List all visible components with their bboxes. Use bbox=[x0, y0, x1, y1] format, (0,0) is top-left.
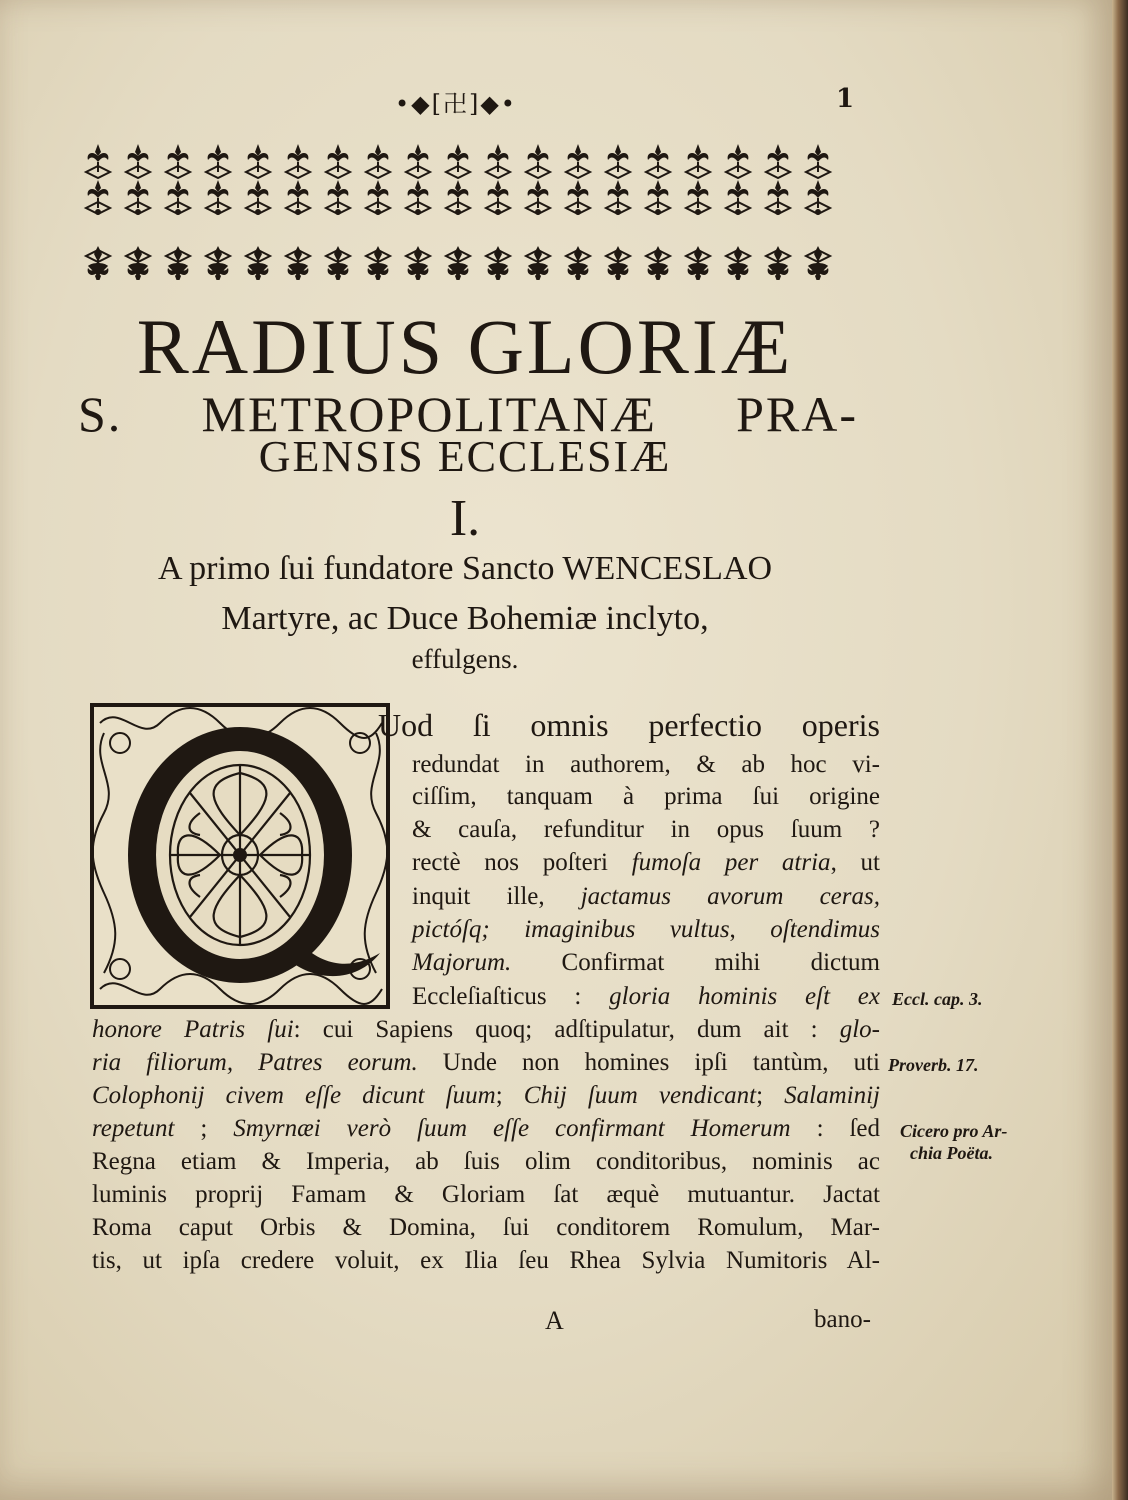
subtitle-line-2: Martyre, ac Duce Bohemiæ inclyto, bbox=[221, 600, 709, 637]
subtitle-line-3: effulgens. bbox=[411, 644, 519, 674]
body-line: & cauſa, refunditur in opus ſuum ? bbox=[412, 816, 880, 843]
body-line: ria filiorum, Patres eorum. Unde non homines ipſi tantùm, uti bbox=[92, 1049, 880, 1076]
header-ornament: •◆[卍]◆• bbox=[395, 90, 517, 118]
margin-note: Eccl. cap. 3. bbox=[892, 989, 983, 1009]
signature-mark: A bbox=[545, 1306, 564, 1335]
body-line: Majorum. Confirmat mihi dictum bbox=[412, 949, 880, 976]
subtitle-line-1: A primo ſui fundatore Sancto WENCESLAO bbox=[157, 550, 773, 587]
ornamental-band bbox=[82, 142, 850, 280]
body-line: Roma caput Orbis & Domina, ſui conditorem Romulum, Mar- bbox=[92, 1214, 880, 1241]
body-line: Eccleſiaſticus : gloria hominis eſt ex bbox=[412, 983, 880, 1010]
body-line: repetunt ; Smyrnæi verò ſuum eſſe confirmant Homerum : ſed bbox=[92, 1115, 880, 1142]
catchword: bano- bbox=[814, 1306, 871, 1333]
body-line: redundat in authorem, & ab hoc vi- bbox=[412, 751, 880, 778]
title-line-3: GENSIS ECCLESIÆ bbox=[258, 432, 672, 481]
page-number: 1 bbox=[836, 84, 855, 114]
body-line: luminis proprij Famam & Gloriam ſat æquè mutuantur. Jactat bbox=[92, 1181, 880, 1208]
body-line: Uod ſi omnis perfectio operis bbox=[378, 707, 880, 743]
margin-note: Cicero pro Ar- bbox=[900, 1121, 1008, 1141]
body-line: tis, ut ipſa credere voluit, ex Ilia ſeu Rhea Sylvia Numitoris Al- bbox=[92, 1247, 880, 1274]
page-edge bbox=[1112, 0, 1128, 1500]
title-line-2: S. METROPOLITANÆ PRA- bbox=[78, 386, 858, 442]
body-line: Regna etiam & Imperia, ab ſuis olim conditoribus, nominis ac bbox=[92, 1148, 880, 1175]
section-number: I. bbox=[449, 490, 481, 547]
body-line: ciſſim, tanquam à prima ſui origine bbox=[412, 783, 880, 810]
body-line: honore Patris ſui: cui Sapiens quoq; adſtipulatur, dum ait : glo- bbox=[92, 1016, 880, 1043]
body-line: rectè nos poſteri fumoſa per atria, ut bbox=[412, 849, 880, 876]
body-line: pictóſq; imaginibus vultus, oſtendimus bbox=[412, 916, 880, 943]
body-line: inquit ille, jactamus avorum ceras, bbox=[412, 883, 880, 910]
margin-note: Proverb. 17. bbox=[888, 1055, 979, 1075]
decorated-initial-q bbox=[90, 703, 390, 1009]
margin-note: chia Poëta. bbox=[910, 1143, 993, 1163]
body-line: Colophonij civem eſſe dicunt ſuum; Chij ſuum vendicant; Salaminij bbox=[92, 1082, 880, 1109]
title-line-1: RADIUS GLORIÆ bbox=[136, 303, 794, 390]
